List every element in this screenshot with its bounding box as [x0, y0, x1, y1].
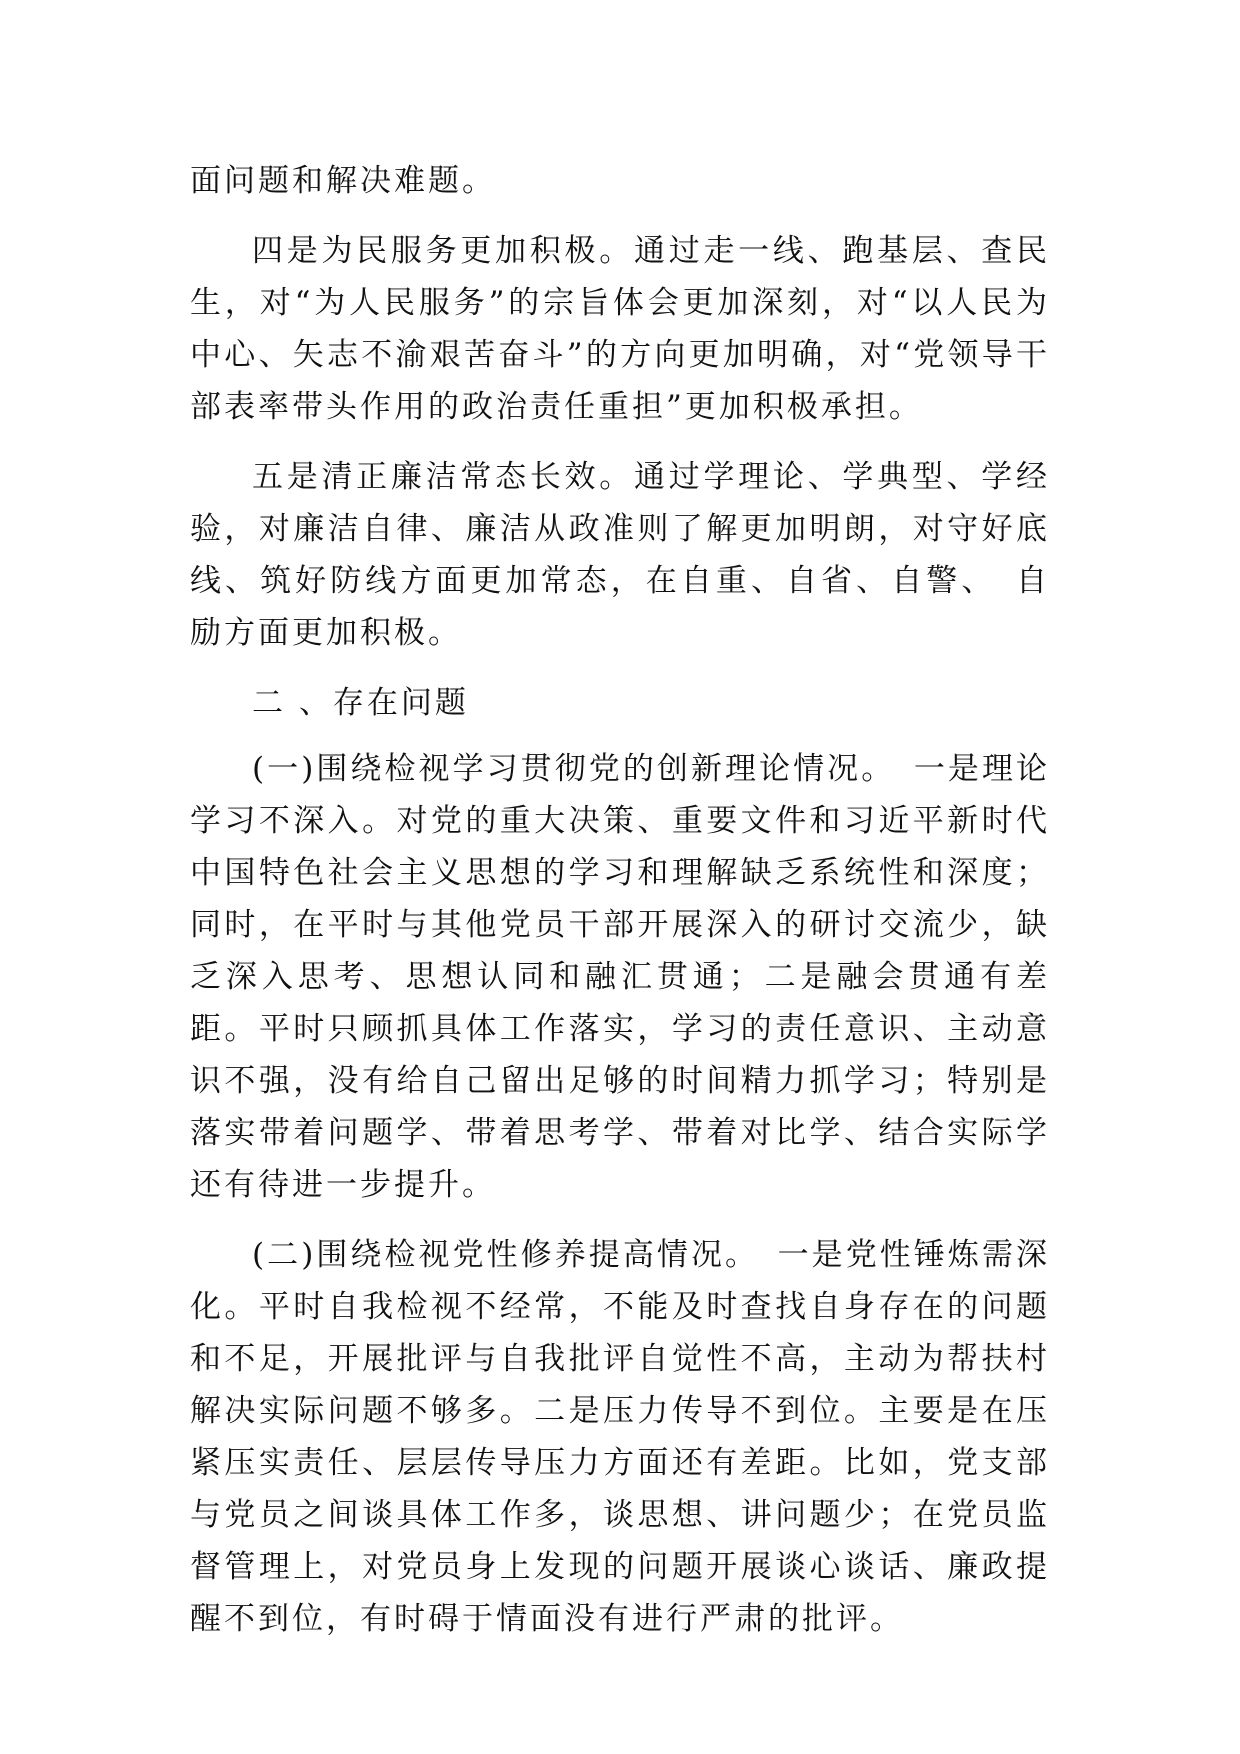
paragraph-integrity: 五是清正廉洁常态长效。通过学理论、学典型、学经验，对廉洁自律、廉洁从政准则了解更加明朗，对守好底线、筑好防线方面更加常态，在自重、自省、自警、 自励方面更加积极。: [190, 459, 1050, 651]
paragraph-continuation: 面问题和解决难题。: [190, 163, 496, 199]
document-body: [190, 155, 1050, 1663]
section-heading-problems: 二 、存在问题: [252, 685, 469, 721]
paragraph-theory-study: (一)围绕检视学习贯彻党的创新理论情况。 一是理论学习不深入。对党的重大决策、重要文件和习近平新时代中国特色社会主义思想的学习和理解缺乏系统性和深度；同时，在平时与其他党员干部开展深入的研讨交流少，缺乏深入思考、思想认同和融汇贯通；二是融会贯通有差距。平时只顾抓具体工作落实，学习的责任意识、主动意识不强，没有给自己留出足够的时间精力抓学习；特别是落实带着问题学、带着思考学、带着对比学、结合实际学还有待进一步提升。: [190, 751, 1050, 1203]
paragraph-party-spirit: (二)围绕检视党性修养提高情况。 一是党性锤炼需深化。平时自我检视不经常，不能及时查找自身存在的问题和不足，开展批评与自我批评自觉性不高，主动为帮扶村解决实际问题不够多。二是压力传导不到位。主要是在压紧压实责任、层层传导压力方面还有差距。比如，党支部与党员之间谈具体工作多，谈思想、讲问题少；在党员监督管理上，对党员身上发现的问题开展谈心谈话、廉政提醒不到位，有时碍于情面没有进行严肃的批评。: [190, 1237, 1050, 1637]
paragraph-service: 四是为民服务更加积极。通过走一线、跑基层、查民生，对“为人民服务”的宗旨体会更加深刻，对“以人民为中心、矢志不渝艰苦奋斗”的方向更加明确，对“党领导干部表率带头作用的政治责任重担”更加积极承担。: [190, 233, 1050, 425]
